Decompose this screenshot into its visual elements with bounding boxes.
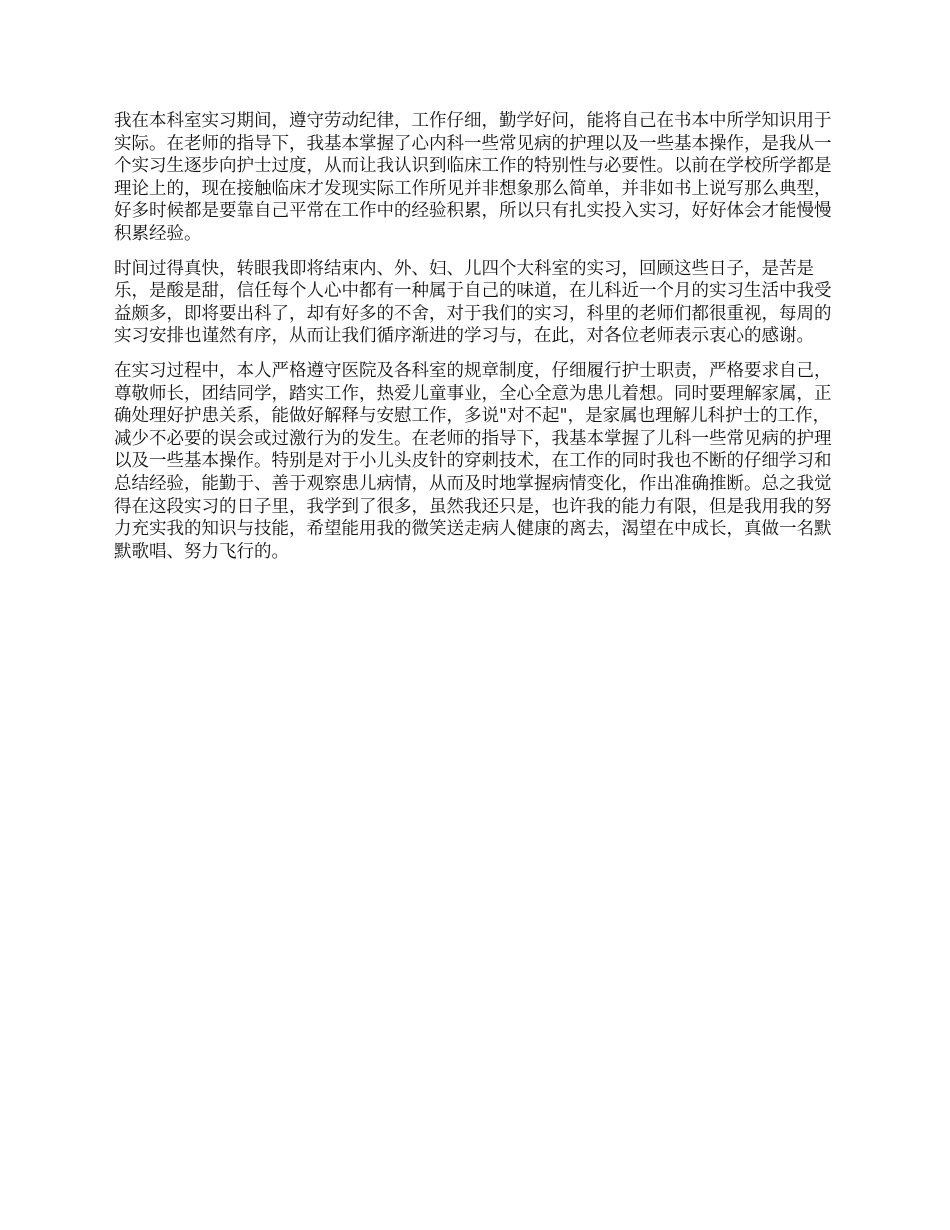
paragraph-2: 时间过得真快，转眼我即将结束内、外、妇、儿四个大科室的实习，回顾这些日子，是苦是乐，是酸是甜，信任每个人心中都有一种属于自己的味道，在儿科近一个月的实习生活中我受益颇多，即将要出科了，却有好多的不舍，对于我们的实习，科里的老师们都很重视，每周的实习安排也谨然有序，从而让我们循序渐进的学习与，在此，对各位老师表示衷心的感谢。 <box>114 258 832 347</box>
paragraph-3: 在实习过程中，本人严格遵守医院及各科室的规章制度，仔细履行护士职责，严格要求自己，尊敬师长，团结同学，踏实工作，热爱儿童事业，全心全意为患儿着想。同时要理解家属，正确处理好护患关系，能做好解释与安慰工作，多说"对不起"，是家属也理解儿科护士的工作，减少不必要的误会或过激行为的发生。在老师的指导下，我基本掌握了儿科一些常见病的护理以及一些基本操作。特别是对于小儿头皮针的穿刺技术，在工作的同时我也不断的仔细学习和总结经验，能勤于、善于观察患儿病情，从而及时地掌握病情变化，作出准确推断。总之我觉得在这段实习的日子里，我学到了很多，虽然我还只是，也许我的能力有限，但是我用我的努力充实我的知识与技能，希望能用我的微笑送走病人健康的离去，渴望在中成长，真做一名默默歌唱、努力飞行的。 <box>114 360 832 562</box>
document-body <box>114 110 840 575</box>
paragraph-1: 我在本科室实习期间，遵守劳动纪律，工作仔细，勤学好问，能将自己在书本中所学知识用于实际。在老师的指导下，我基本掌握了心内科一些常见病的护理以及一些基本操作，是我从一个实习生逐步向护士过度，从而让我认识到临床工作的特别性与必要性。以前在学校所学都是理论上的，现在接触临床才发现实际工作所见并非想象那么简单，并非如书上说写那么典型，好多时候都是要靠自己平常在工作中的经验积累，所以只有扎实投入实习，好好体会才能慢慢积累经验。 <box>114 111 832 244</box>
